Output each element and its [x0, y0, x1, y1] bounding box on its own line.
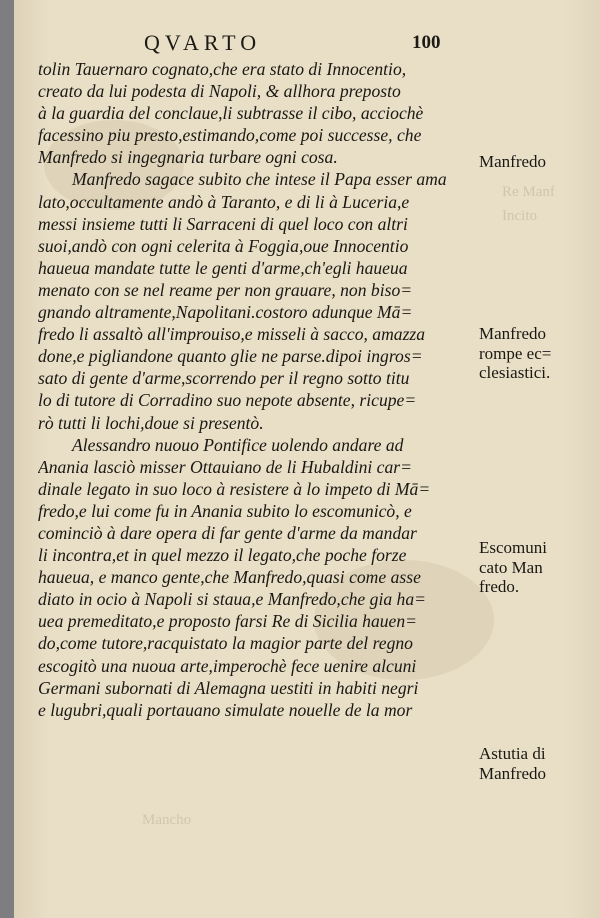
text-line: Alessandro nuouo Pontifice uolendo andare ad [72, 434, 404, 455]
margin-note-line: Manfredo [479, 763, 547, 783]
text-line: fredo,e lui come fu in Anania subito lo escomunicò, e [38, 500, 412, 521]
margin-note-line: Astutia di [479, 744, 546, 763]
margin-note-line: Manfredo [479, 152, 547, 171]
margin-note-line: fredo. [479, 577, 520, 596]
margin-note-astutia [479, 744, 546, 783]
text-line: haueua mandate tutte le genti d'arme,ch'egli haueua [38, 257, 408, 278]
book-page [14, 0, 600, 918]
text-line: lato,occultamente andò à Taranto, e di li à Luceria,e [38, 191, 410, 212]
text-line: done,e pigliandone quanto glie ne parse.dipoi ingros= [38, 346, 423, 367]
text-line: sato di gente d'arme,scorrendo per il regno sotto titu [38, 368, 410, 389]
margin-note-line: Manfredo [479, 324, 547, 343]
text-line: gnando altramente,Napolitani.costoro adunque Mā= [38, 302, 413, 323]
text-line: li incontra,et in quel mezzo il legato,che poche forze [38, 545, 407, 566]
show-through-text: Re Manf Incito [502, 184, 555, 224]
running-head: QVARTO [144, 30, 262, 55]
margin-note-line: clesiastici. [479, 363, 551, 382]
show-through-text: Mancho [142, 812, 192, 828]
page-number: 100 [412, 32, 441, 53]
margin-note-manfredo [479, 152, 546, 172]
margin-note-line: cato Man [479, 557, 543, 577]
margin-note-escomunicato [479, 538, 547, 597]
text-line: Manfredo si ingegnaria turbare ogni cosa. [38, 147, 338, 168]
text-line: menato con se nel reame per non grauare, non biso= [38, 279, 413, 300]
text-line: diato in ocio à Napoli si staua,e Manfredo,che gia ha= [38, 589, 426, 610]
margin-note-line: Escomuni [479, 538, 547, 557]
text-line: cominciò à dare opera di far gente d'arme da mandar [38, 522, 417, 543]
text-line: rò tutti li lochi,doue si presentò. [38, 412, 264, 433]
margin-note-manfredo-rompe [479, 324, 551, 383]
text-line: dinale legato in suo loco à resistere à lo impeto di Mā= [38, 478, 431, 499]
text-line: do,come tutore,racquistato la magior parte del regno [38, 633, 413, 654]
text-line: messi insieme tutti li Sarraceni di quel loco con altri [38, 213, 408, 234]
text-line: escogitò una nuoua arte,imperochè fece uenire alcuni [38, 655, 417, 676]
text-line: haueua, e manco gente,che Manfredo,quasi come asse [38, 567, 421, 588]
text-line: facessino piu presto,estimando,come poi successe, che [38, 125, 422, 146]
text-line: tolin Tauernaro cognato,che era stato di Innocentio, [38, 59, 407, 79]
text-line: creato da lui podesta di Napoli, & allhora preposto [38, 81, 401, 102]
text-line: Anania lasciò misser Ottauiano de li Hubaldini car= [38, 456, 412, 477]
text-line: lo di tutore di Corradino suo nepote absente, ricupe= [38, 390, 417, 411]
text-line: suoi,andò con ogni celerita à Foggia,oue Innocentio [38, 235, 409, 256]
text-line: e lugubri,quali portauano simulate nouelle de la mor [38, 699, 413, 720]
page-header [14, 30, 600, 56]
margin-note-line: rompe ec= [479, 343, 552, 363]
text-line: Germani subornati di Alemagna uestiti in habiti negri [38, 677, 419, 698]
text-line: à la guardia del conclaue,li subtrasse il cibo, acciochè [38, 103, 424, 124]
text-line: fredo li assaltò all'improuiso,e misseli à sacco, amazza [38, 324, 426, 345]
text-line: uea premeditato,e proposto farsi Re di Sicilia hauen= [38, 611, 418, 632]
text-line: Manfredo sagace subito che intese il Papa esser ama [72, 169, 447, 190]
main-text-block [38, 58, 482, 721]
